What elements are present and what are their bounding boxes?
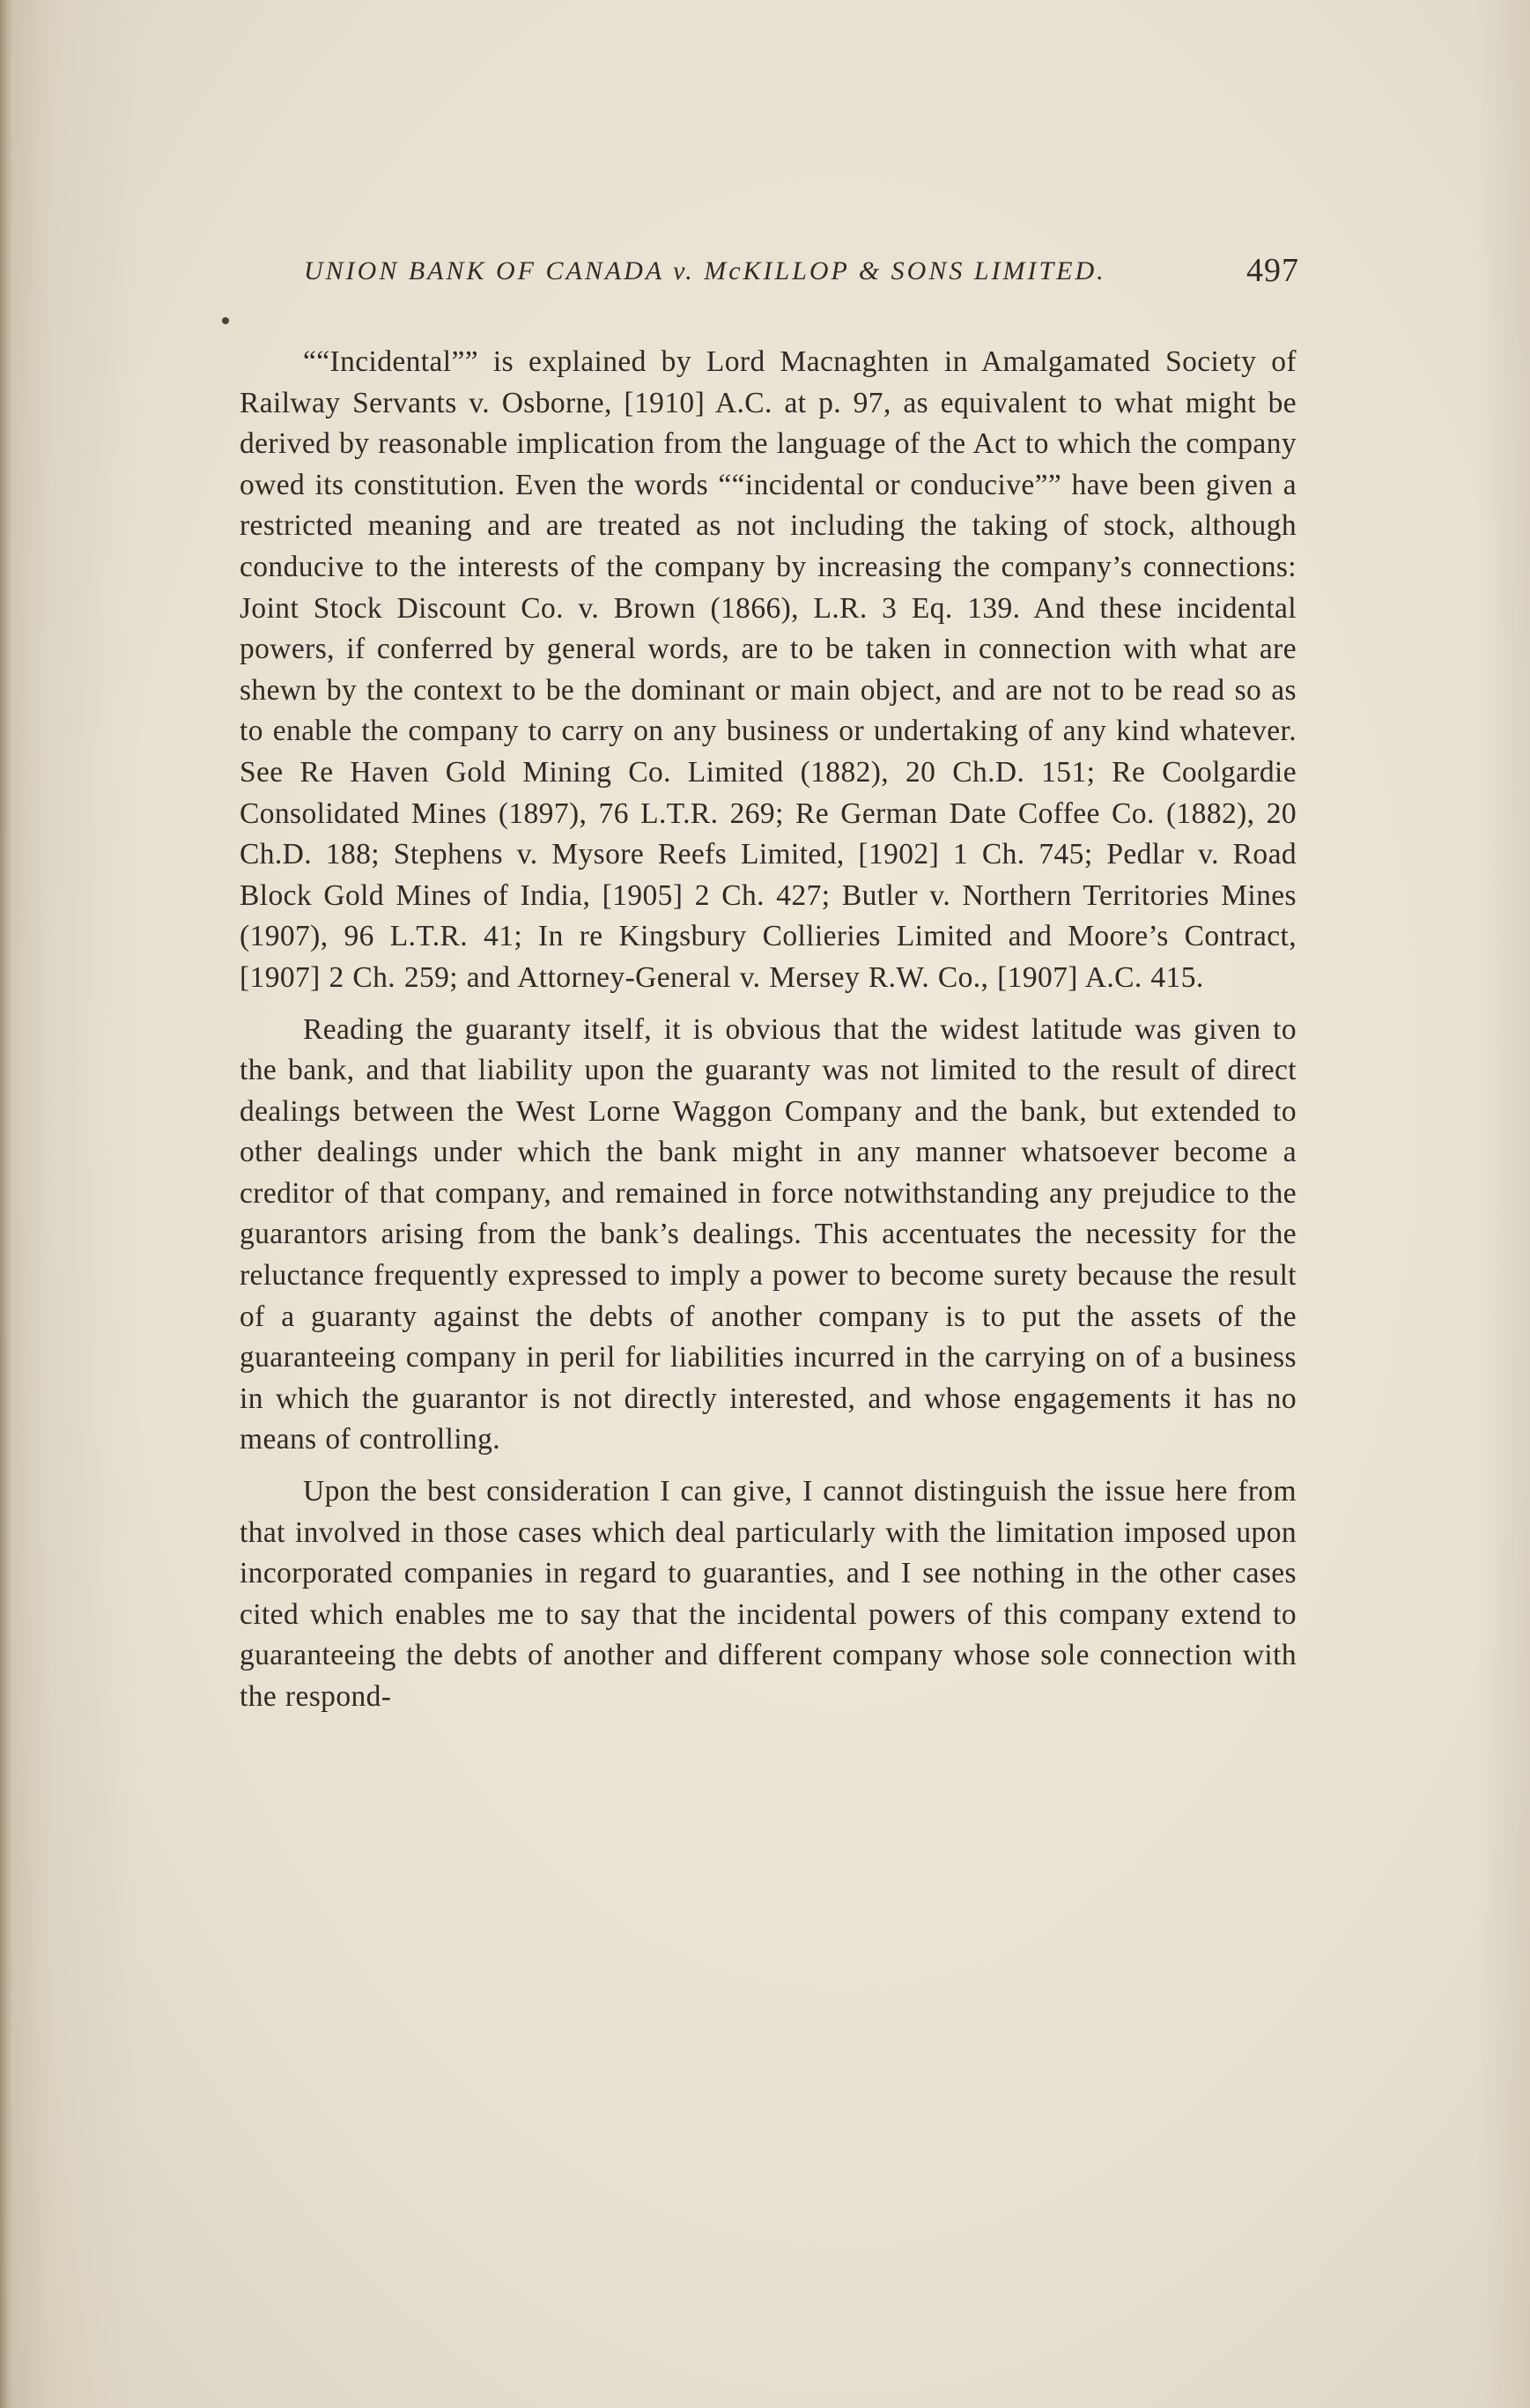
page-header <box>304 249 1299 302</box>
paragraph-incidental-powers: ““Incidental”” is explained by Lord Macnaghten in Amalgamated Society of Railway Servants v. Osborne, [1910] A.C. at p. 97, as equivalent to what might be derived by reasonable implication from the language of the Act to which the company owed its constitution. Even the words ““incidental or conducive”” have been given a restricted meaning and are treated as not including the taking of stock, although conducive to the interests of the company by increasing the company’s connections: Joint Stock Discount Co. v. Brown (1866), L.R. 3 Eq. 139. And these incidental powers, if conferred by general words, are to be taken in connection with what are shewn by the context to be the dominant or main object, and are not to be read so as to enable the company to carry on any business or undertaking of any kind whatever. See Re Haven Gold Mining Co. Limited (1882), 20 Ch.D. 151; Re Coolgardie Consolidated Mines (1897), 76 L.T.R. 269; Re German Date Coffee Co. (1882), 20 Ch.D. 188; Stephens v. Mysore Reefs Limited, [1902] 1 Ch. 745; Pedlar v. Road Block Gold Mines of India, [1905] 2 Ch. 427; Butler v. Northern Territories Mines (1907), 96 L.T.R. 41; In re Kingsbury Collieries Limited and Moore’s Contract, [1907] 2 Ch. 259; and Attorney-General v. Mersey R.W. Co., [1907] A.C. 415. <box>240 345 1297 994</box>
page-binding-edge <box>0 0 12 2408</box>
paragraph-reading-guaranty: Reading the guaranty itself, it is obvious that the widest latitude was given to the bank, and that liability upon the guaranty was not limited to the result of direct dealings between the West Lorne Waggon Company and the bank, but extended to other dealings under which the bank might in any manner whatsoever become a creditor of that company, and remained in force notwithstanding any prejudice to the guarantors arising from the bank’s dealings. This accentuates the necessity for the reluctance frequently expressed to imply a power to become surety because the result of a guaranty against the debts of another company is to put the assets of the guaranteeing company in peril for liabilities incurred in the carrying on of a business in which the guarantor is not directly interested, and whose engagements it has no means of controlling. <box>240 1012 1297 1456</box>
paragraph-conclusion: Upon the best consideration I can give, I cannot distinguish the issue here from that involved in those cases which deal particularly with the limitation imposed upon incorporated companies in regard to guaranties, and I see nothing in the other cases cited which enables me to say that the incidental powers of this company extend to guaranteeing the debts of another and different company whose sole connection with the respond- <box>240 1475 1297 1713</box>
page-number: 497 <box>1246 252 1299 289</box>
margin-dot-mark <box>222 317 229 324</box>
running-head: UNION BANK OF CANADA v. McKILLOP & SONS LIMITED. <box>304 256 1106 285</box>
body-text <box>240 342 1297 1718</box>
